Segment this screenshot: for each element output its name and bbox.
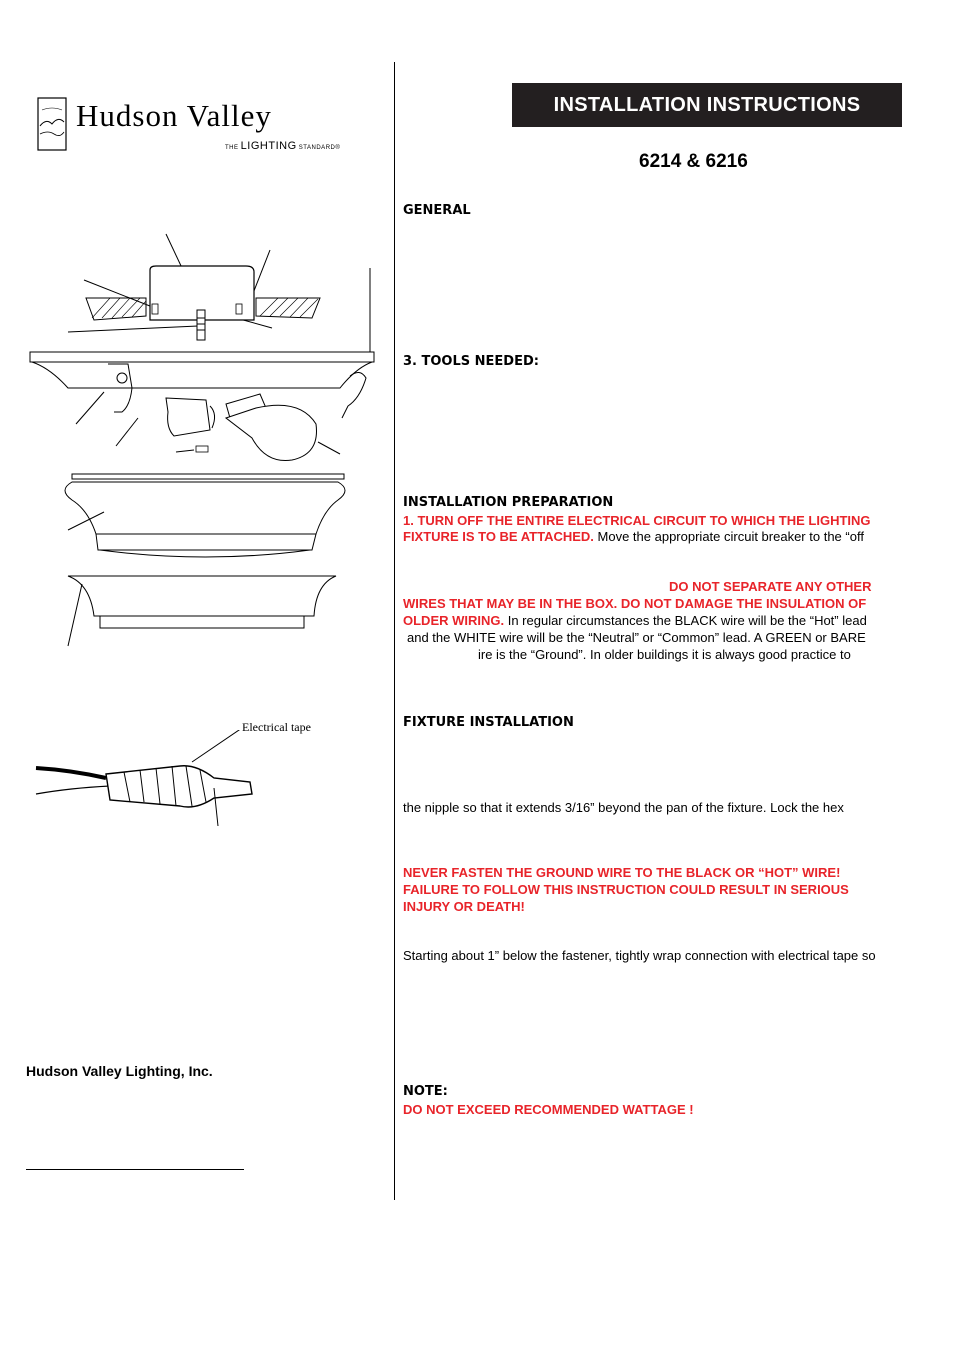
- threaded-nipple: [197, 310, 205, 340]
- heading-tools: 3. TOOLS NEEDED:: [403, 354, 539, 369]
- wire-tape-diagram: [30, 730, 270, 830]
- tagline-suffix: STANDARD®: [298, 145, 341, 151]
- column-divider: [394, 62, 395, 1200]
- prep-line-6: and the WHITE wire will be the “Neutral” or “Common” lead. A GREEN or BARE: [407, 630, 866, 645]
- logo-mark-icon: [36, 96, 70, 152]
- tape-wrap: [106, 766, 252, 807]
- prep-line-1: 1. TURN OFF THE ENTIRE ELECTRICAL CIRCUIT TO WHICH THE LIGHTING: [403, 513, 871, 528]
- prep-line-5-black: In regular circumstances the BLACK wire will be the “Hot” lead: [504, 613, 867, 628]
- heading-fixture: FIXTURE INSTALLATION: [403, 715, 574, 730]
- brand-logo: Hudson Valley: [76, 98, 272, 133]
- prep-line-5: [403, 612, 867, 629]
- installation-banner: INSTALLATION INSTRUCTIONS: [512, 83, 902, 127]
- light-bulb: [226, 405, 317, 460]
- company-name: Hudson Valley Lighting, Inc.: [26, 1063, 213, 1079]
- brand-tagline: [225, 140, 340, 152]
- electrical-tape-label: Electrical tape: [242, 720, 311, 734]
- tagline-main: LIGHTING: [240, 140, 297, 152]
- prep-line-5-red: OLDER WIRING.: [403, 613, 505, 628]
- signature-rule: [26, 1169, 244, 1170]
- prep-line-3: DO NOT SEPARATE ANY OTHER: [669, 579, 872, 594]
- prep-line-2-red: FIXTURE IS TO BE ATTACHED.: [403, 529, 594, 544]
- model-numbers: 6214 & 6216: [639, 151, 748, 172]
- heading-note: NOTE:: [403, 1084, 448, 1099]
- fixture-exploded-diagram: [20, 228, 390, 658]
- heading-general: GENERAL: [403, 203, 471, 218]
- tagline-prefix: THE: [225, 145, 239, 151]
- lamp-socket: [166, 398, 210, 436]
- glass-shade-upper: [65, 474, 345, 557]
- heading-prep: INSTALLATION PREPARATION: [403, 495, 614, 510]
- prep-line-2-black: Move the appropriate circuit breaker to the “off: [593, 529, 864, 544]
- ground-warning-3: INJURY OR DEATH!: [403, 899, 525, 914]
- ground-warning-1: NEVER FASTEN THE GROUND WIRE TO THE BLACK OR “HOT” WIRE!: [403, 865, 841, 880]
- glass-shade-lower: [68, 576, 336, 628]
- wattage-warning: DO NOT EXCEED RECOMMENDED WATTAGE !: [403, 1102, 694, 1117]
- fixture-line-2: Starting about 1” below the fastener, tightly wrap connection with electrical tape so: [403, 948, 876, 963]
- prep-line-2: [403, 528, 864, 545]
- ground-warning-2: FAILURE TO FOLLOW THIS INSTRUCTION COULD RESULT IN SERIOUS: [403, 882, 849, 897]
- fixture-pan: [30, 352, 374, 388]
- fixture-line-1: the nipple so that it extends 3/16” beyond the pan of the fixture. Lock the hex: [403, 800, 844, 815]
- prep-line-4: WIRES THAT MAY BE IN THE BOX. DO NOT DAMAGE THE INSULATION OF: [403, 596, 867, 611]
- prep-line-7: ire is the “Ground”. In older buildings it is always good practice to: [478, 647, 851, 662]
